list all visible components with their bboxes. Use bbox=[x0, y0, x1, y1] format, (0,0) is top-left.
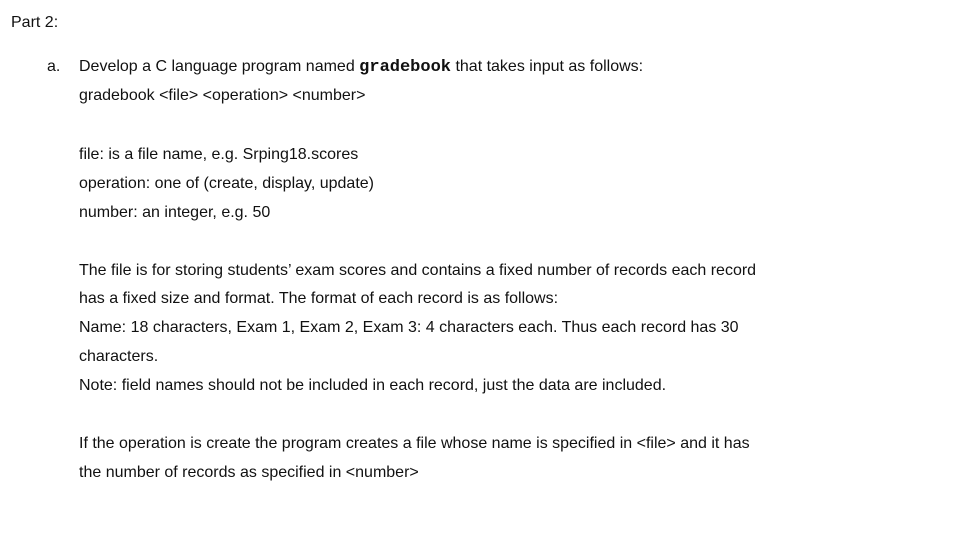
arg-line: operation: one of (create, display, update) bbox=[79, 175, 374, 192]
format-line: The file is for storing students’ exam scores and contains a fixed number of records each record bbox=[79, 262, 757, 279]
arg-line: file: is a file name, e.g. Srping18.scores bbox=[79, 146, 359, 163]
format-line: has a fixed size and format. The format of each record is as follows: bbox=[79, 290, 559, 307]
create-line: If the operation is create the program creates a file whose name is specified in <file> and it has bbox=[79, 435, 750, 452]
format-line: Name: 18 characters, Exam 1, Exam 2, Exam 3: 4 characters each. Thus each record has 30 bbox=[79, 319, 739, 336]
format-line: Note: field names should not be included in each record, just the data are included. bbox=[79, 377, 667, 394]
intro-before: Develop a C language program named bbox=[79, 58, 360, 75]
program-name: gradebook bbox=[359, 58, 451, 77]
intro-line bbox=[79, 57, 643, 78]
intro-after: that takes input as follows: bbox=[451, 58, 644, 75]
section-heading: Part 2: bbox=[11, 14, 59, 31]
arg-line: number: an integer, e.g. 50 bbox=[79, 204, 271, 221]
usage-line: gradebook <file> <operation> <number> bbox=[79, 87, 366, 104]
format-line: characters. bbox=[79, 348, 159, 365]
list-marker: a. bbox=[47, 58, 61, 75]
create-line: the number of records as specified in <number> bbox=[79, 464, 419, 481]
